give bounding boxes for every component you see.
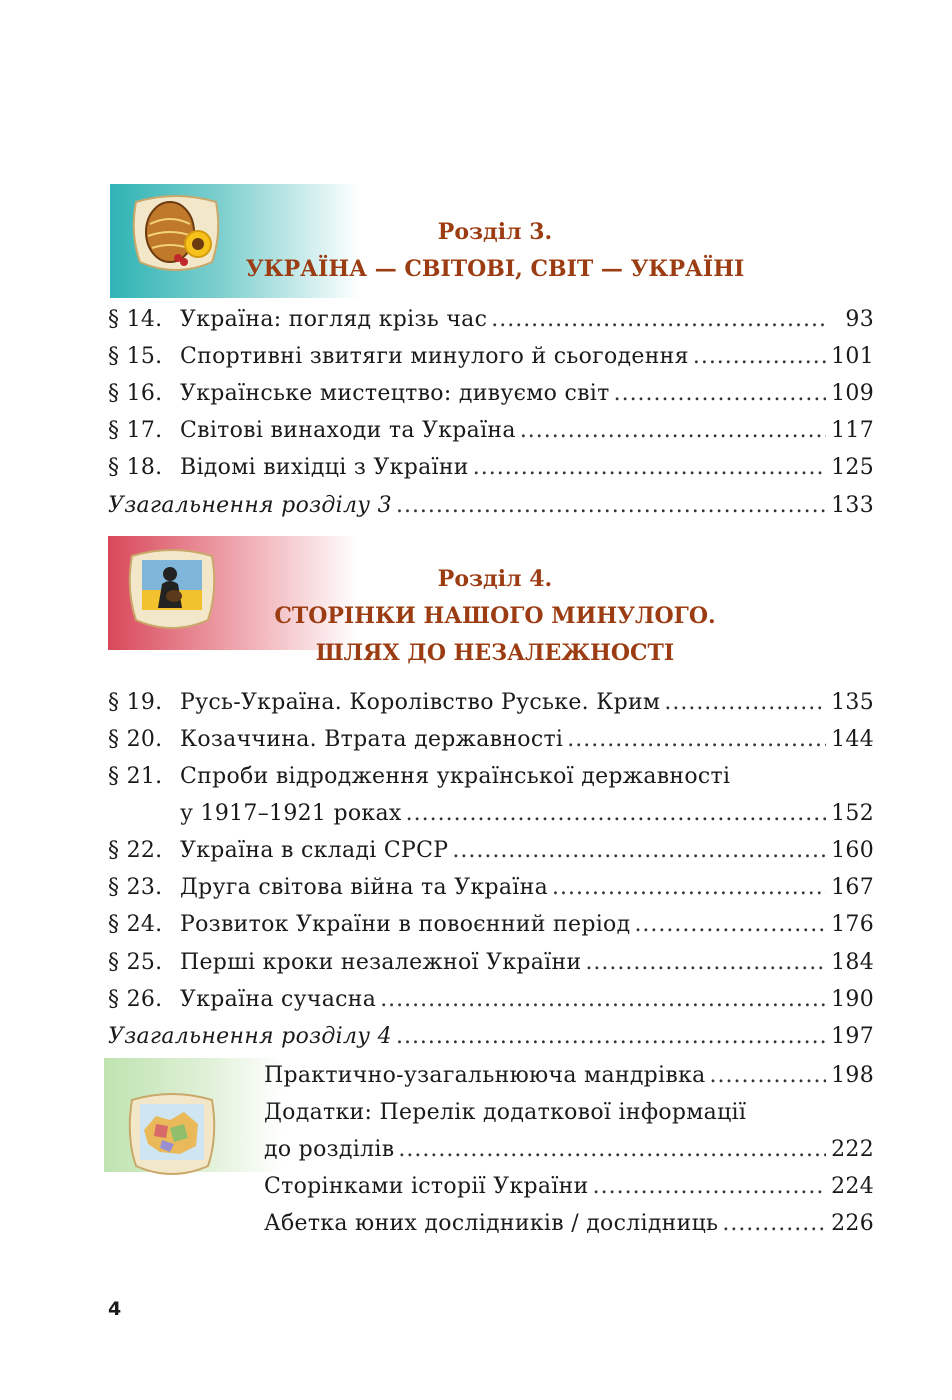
toc-page: 93 bbox=[845, 307, 874, 332]
toc-title: Друга світова війна та Україна bbox=[180, 875, 549, 900]
toc-title: Сторінками історії України bbox=[264, 1174, 589, 1199]
toc-number: § 25. bbox=[108, 950, 163, 975]
toc-title: Практично-узагальнююча мандрівка bbox=[264, 1063, 706, 1088]
section4-label: Розділ 4. bbox=[437, 566, 553, 592]
toc-page: 224 bbox=[831, 1174, 874, 1199]
toc-appendix-row-continuation[interactable] bbox=[264, 1135, 874, 1163]
section3-title: УКРАЇНА — СВІТОВІ, СВІТ — УКРАЇНІ bbox=[245, 256, 745, 282]
toc-title: Спортивні звитяги минулого й сьогодення bbox=[180, 344, 689, 369]
kobzar-icon bbox=[126, 546, 218, 634]
toc-number: § 19. bbox=[108, 690, 163, 715]
toc-number: § 14. bbox=[108, 307, 163, 332]
toc-row[interactable] bbox=[108, 305, 874, 333]
toc-page: 133 bbox=[831, 493, 874, 518]
toc-leader bbox=[693, 344, 826, 370]
toc-leader bbox=[491, 307, 826, 333]
toc-appendix-row[interactable] bbox=[264, 1098, 874, 1126]
toc-row[interactable] bbox=[108, 910, 874, 938]
toc-row-continuation[interactable] bbox=[180, 799, 874, 827]
toc-page: 117 bbox=[831, 418, 874, 443]
toc-row[interactable] bbox=[108, 688, 874, 716]
toc-title: Додатки: Перелік додаткової інформації bbox=[264, 1100, 747, 1125]
toc-page: 101 bbox=[831, 344, 874, 369]
toc-row[interactable] bbox=[108, 762, 874, 790]
section4-title-line2: ШЛЯХ ДО НЕЗАЛЕЖНОСТІ bbox=[315, 640, 675, 666]
toc-row[interactable] bbox=[108, 948, 874, 976]
toc-page: 198 bbox=[831, 1063, 874, 1088]
toc-page: 167 bbox=[831, 875, 874, 900]
toc-row[interactable] bbox=[108, 873, 874, 901]
toc-leader bbox=[593, 1174, 826, 1200]
toc-number: § 26. bbox=[108, 987, 163, 1012]
toc-title: Українське мистецтво: дивуємо світ bbox=[180, 381, 610, 406]
toc-appendix-row[interactable] bbox=[264, 1061, 874, 1089]
toc-appendix-row[interactable] bbox=[264, 1172, 874, 1200]
toc-title: Спроби відродження української державності bbox=[180, 764, 731, 789]
toc-summary-row[interactable] bbox=[108, 491, 874, 519]
toc-leader bbox=[614, 381, 826, 407]
toc-title: Розвиток України в повоєнний період bbox=[180, 912, 631, 937]
toc-title-continuation: у 1917–1921 роках bbox=[180, 801, 402, 826]
toc-title: Козаччина. Втрата державності bbox=[180, 727, 564, 752]
toc-page: 135 bbox=[831, 690, 874, 715]
toc-number: § 22. bbox=[108, 838, 163, 863]
toc-row[interactable] bbox=[108, 379, 874, 407]
toc-page: 109 bbox=[831, 381, 874, 406]
toc-number: § 23. bbox=[108, 875, 163, 900]
toc-title: Абетка юних дослідників / дослідниць bbox=[264, 1211, 719, 1236]
toc-leader bbox=[722, 1211, 826, 1237]
toc-appendix-row[interactable] bbox=[264, 1209, 874, 1237]
toc-title: Світові винаходи та Україна bbox=[180, 418, 516, 443]
toc-page: 160 bbox=[831, 838, 874, 863]
toc-row[interactable] bbox=[108, 416, 874, 444]
toc-page: 144 bbox=[831, 727, 874, 752]
europe-map-icon bbox=[126, 1090, 218, 1180]
toc-page: 176 bbox=[831, 912, 874, 937]
toc-row[interactable] bbox=[108, 342, 874, 370]
toc-leader bbox=[380, 987, 826, 1013]
toc-page: 152 bbox=[831, 801, 874, 826]
toc-title: Україна сучасна bbox=[180, 987, 377, 1012]
toc-page: 222 bbox=[831, 1137, 874, 1162]
toc-number: § 20. bbox=[108, 727, 163, 752]
toc-leader bbox=[396, 1024, 826, 1050]
toc-number: § 15. bbox=[108, 344, 163, 369]
toc-number: § 21. bbox=[108, 764, 163, 789]
toc-row[interactable] bbox=[108, 836, 874, 864]
toc-number: § 17. bbox=[108, 418, 163, 443]
toc-leader bbox=[406, 801, 826, 827]
toc-row[interactable] bbox=[108, 725, 874, 753]
toc-leader bbox=[473, 455, 826, 481]
toc-leader bbox=[567, 727, 826, 753]
toc-page: 226 bbox=[831, 1211, 874, 1236]
toc-title: Перші кроки незалежної України bbox=[180, 950, 582, 975]
toc-summary-title: Узагальнення розділу 4 bbox=[108, 1024, 392, 1049]
toc-page: 184 bbox=[831, 950, 874, 975]
toc-row[interactable] bbox=[108, 985, 874, 1013]
toc-page: 190 bbox=[831, 987, 874, 1012]
toc-leader bbox=[552, 875, 826, 901]
toc-leader bbox=[452, 838, 826, 864]
toc-page: 197 bbox=[831, 1024, 874, 1049]
toc-leader bbox=[664, 690, 826, 716]
toc-leader bbox=[634, 912, 826, 938]
toc-summary-row[interactable] bbox=[108, 1022, 874, 1050]
page-number: 4 bbox=[108, 1298, 122, 1320]
toc-number: § 16. bbox=[108, 381, 163, 406]
toc-page: 125 bbox=[831, 455, 874, 480]
section4-title-line1: СТОРІНКИ НАШОГО МИНУЛОГО. bbox=[274, 603, 716, 629]
toc-number: § 24. bbox=[108, 912, 163, 937]
toc-summary-title: Узагальнення розділу 3 bbox=[108, 493, 392, 518]
toc-title: Русь-Україна. Королівство Руське. Крим bbox=[180, 690, 661, 715]
toc-leader bbox=[396, 493, 826, 519]
toc-title: Відомі вихідці з України bbox=[180, 455, 469, 480]
toc-row[interactable] bbox=[108, 453, 874, 481]
toc-number: § 18. bbox=[108, 455, 163, 480]
toc-title: Україна: погляд крізь час bbox=[180, 307, 488, 332]
toc-title: Україна в складі СРСР bbox=[180, 838, 449, 863]
toc-title-continuation: до розділів bbox=[264, 1137, 395, 1162]
toc-leader bbox=[398, 1137, 826, 1163]
toc-leader bbox=[710, 1063, 826, 1089]
section3-label: Розділ 3. bbox=[437, 219, 553, 245]
toc-leader bbox=[520, 418, 826, 444]
toc-leader bbox=[585, 950, 826, 976]
